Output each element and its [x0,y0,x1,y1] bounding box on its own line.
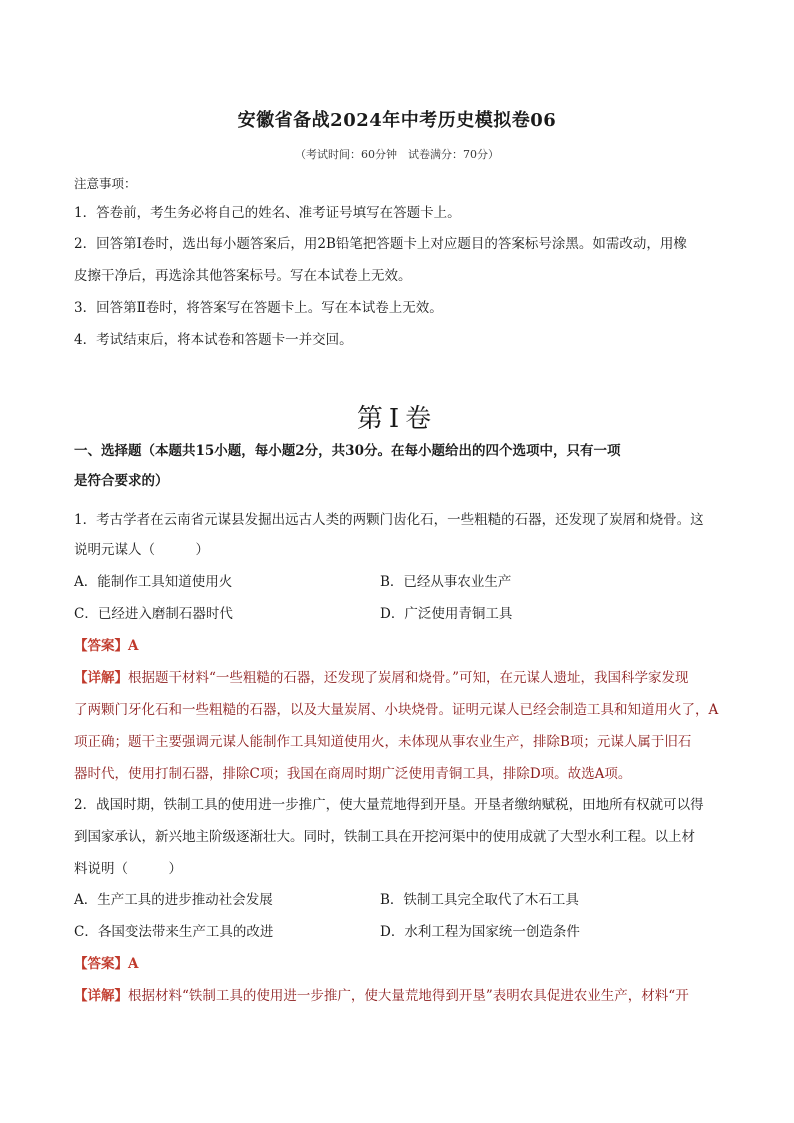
section-title: 第Ⅰ卷 [356,404,438,434]
section-instruction: 一、选择题（本题共15小题，每小题2分，共30分。在每小题给出的四个选项中，只有一项 [74,443,621,459]
question-1-stem: 说明元谋人（ ） [74,542,209,558]
question-1-option-c: C．已经进入磨制石器时代 [74,606,233,622]
question-2-stem: 到国家承认，新兴地主阶级逐渐壮大。同时，铁制工具在开挖河渠中的使用成就了大型水利工程。以上材 [74,829,695,845]
notice-item: 4．考试结束后，将本试卷和答题卡一并交回。 [74,332,353,348]
question-1-option-b: B．已经从事农业生产 [380,574,512,590]
question-1-option-a: A．能制作工具知道使用火 [74,574,233,590]
notice-heading: 注意事项： [74,176,137,191]
notice-item: 3．回答第Ⅱ卷时，将答案写在答题卡上。写在本试卷上无效。 [74,300,443,316]
notice-item: 1．答卷前，考生务必将自己的姓名、准考证号填写在答题卡上。 [74,205,461,221]
question-1-detail: 器时代，使用打制石器，排除C项；我国在商周时期广泛使用青铜工具，排除D项。故选A项。 [74,766,632,782]
question-2-stem: 2．战国时期，铁制工具的使用进一步推广，使大量荒地得到开垦。开垦者缴纳赋税，田地所有权就可以得 [74,797,704,813]
detail-text: 根据题干材料“一些粗糙的石器，还发现了炭屑和烧骨。”可知，在元谋人遗址，我国科学家发现 [128,670,689,686]
notice-item: 2．回答第Ⅰ卷时，选出每小题答案后，用2B铅笔把答题卡上对应题目的答案标号涂黑。如需改动，用橡 [74,236,687,252]
notice-item: 皮擦干净后，再选涂其他答案标号。写在本试卷上无效。 [74,268,412,284]
question-2-answer [74,954,724,974]
answer-tag: 【答案】 [74,638,128,654]
question-2-option-d: D．水利工程为国家统一创造条件 [380,924,580,940]
question-2-option-a: A．生产工具的进步推动社会发展 [74,892,273,908]
question-2-option-b: B．铁制工具完全取代了木石工具 [380,892,579,908]
detail-text: 根据材料“铁制工具的使用进一步推广，使大量荒地得到开垦”表明农具促进农业生产，材料“开 [128,988,689,1004]
question-2-stem: 料说明（ ） [74,861,182,877]
section-instruction: 是符合要求的） [74,473,169,489]
question-1-stem: 1．考古学者在云南省元谋县发掘出远古人类的两颗门齿化石，一些粗糙的石器，还发现了炭屑和烧骨。这 [74,512,704,528]
question-2-option-c: C．各国变法带来生产工具的改进 [74,924,274,940]
question-1-option-d: D．广泛使用青铜工具 [380,606,513,622]
answer-value: A [128,638,139,654]
detail-tag: 【详解】 [74,670,128,686]
answer-value: A [128,956,139,972]
exam-title: 安徽省备战2024年中考历史模拟卷06 [237,110,557,131]
question-1-detail [74,668,724,688]
question-1-detail: 项正确；题干主要强调元谋人能制作工具知道使用火，未体现从事农业生产，排除B项；元谋人属于旧石 [74,734,692,750]
question-1-answer [74,636,724,656]
exam-subtitle: （考试时间：60分钟 试卷满分：70分） [295,148,499,161]
detail-tag: 【详解】 [74,988,128,1004]
question-2-detail [74,986,724,1006]
answer-tag: 【答案】 [74,956,128,972]
question-1-detail: 了两颗门牙化石和一些粗糙的石器，以及大量炭屑、小块烧骨。证明元谋人已经会制造工具和知道用火了，A [74,702,719,718]
